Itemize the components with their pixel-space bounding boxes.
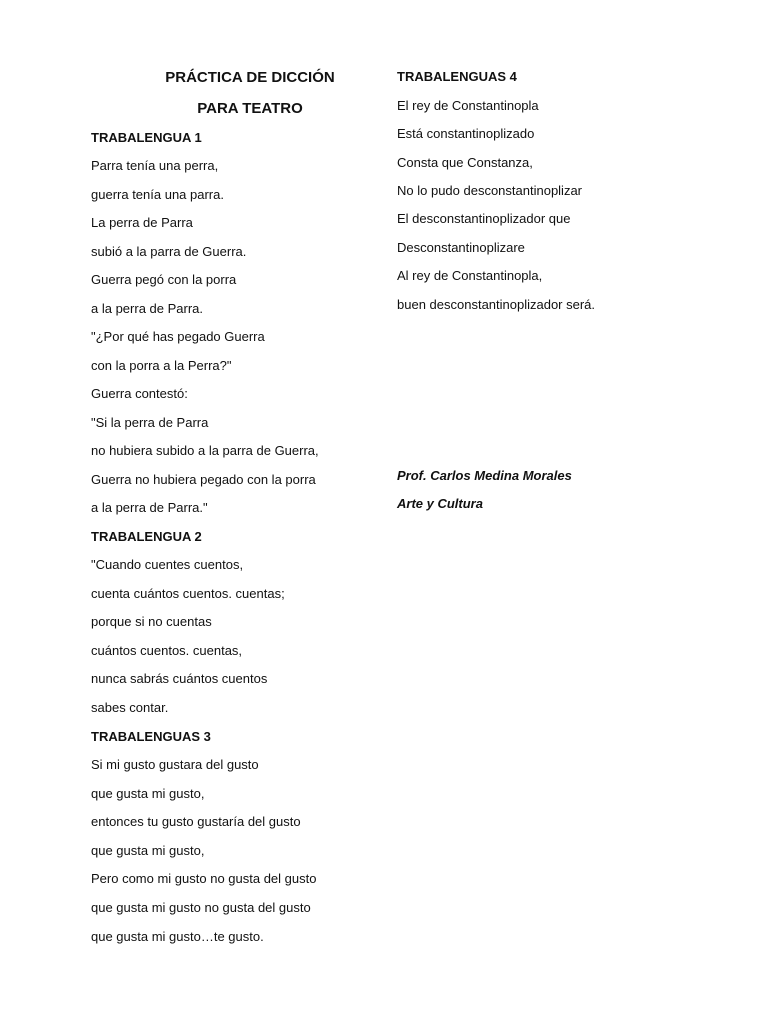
- verse-line: Si mi gusto gustara del gusto: [91, 757, 259, 772]
- verse-line: La perra de Parra: [91, 215, 193, 230]
- verse-line: sabes contar.: [91, 700, 169, 715]
- section-heading-1: TRABALENGUA 1: [91, 130, 202, 145]
- verse-line: Guerra contestó:: [91, 386, 188, 401]
- section-heading-2: TRABALENGUA 2: [91, 529, 202, 544]
- verse-line: El desconstantinoplizador que: [397, 211, 571, 226]
- verse-line: cuenta cuántos cuentos. cuentas;: [91, 586, 285, 601]
- verse-line: guerra tenía una parra.: [91, 187, 224, 202]
- verse-line: Pero como mi gusto no gusta del gusto: [91, 871, 317, 886]
- page-subtitle: PARA TEATRO: [197, 100, 303, 117]
- verse-line: El rey de Constantinopla: [397, 98, 539, 113]
- verse-line: que gusta mi gusto,: [91, 843, 205, 858]
- verse-line: Al rey de Constantinopla,: [397, 268, 543, 283]
- verse-line: buen desconstantinoplizador será.: [397, 297, 596, 312]
- verse-line: que gusta mi gusto,: [91, 786, 205, 801]
- verse-line: Parra tenía una perra,: [91, 158, 219, 173]
- verse-line: entonces tu gusto gustaría del gusto: [91, 814, 301, 829]
- page-title: PRÁCTICA DE DICCIÓN: [165, 69, 335, 86]
- author-subject: Arte y Cultura: [397, 496, 483, 511]
- verse-line: cuántos cuentos. cuentas,: [91, 643, 243, 658]
- verse-line: "Si la perra de Parra: [91, 415, 209, 430]
- verse-line: Consta que Constanza,: [397, 155, 533, 170]
- verse-line: Guerra pegó con la porra: [91, 272, 237, 287]
- verse-line: porque si no cuentas: [91, 614, 212, 629]
- section-heading-4: TRABALENGUAS 4: [397, 69, 517, 84]
- verse-line: Está constantinoplizado: [397, 126, 535, 141]
- verse-line: a la perra de Parra.": [91, 500, 208, 515]
- verse-line: que gusta mi gusto no gusta del gusto: [91, 900, 311, 915]
- verse-line: no hubiera subido a la parra de Guerra,: [91, 443, 319, 458]
- author-name: Prof. Carlos Medina Morales: [397, 468, 572, 483]
- verse-line: subió a la parra de Guerra.: [91, 244, 247, 259]
- verse-line: No lo pudo desconstantinoplizar: [397, 183, 583, 198]
- verse-line: "¿Por qué has pegado Guerra: [91, 329, 265, 344]
- verse-line: con la porra a la Perra?": [91, 358, 232, 373]
- verse-line: Guerra no hubiera pegado con la porra: [91, 472, 316, 487]
- verse-line: a la perra de Parra.: [91, 301, 204, 316]
- verse-line: Desconstantinoplizare: [397, 240, 525, 255]
- verse-line: que gusta mi gusto…te gusto.: [91, 929, 264, 944]
- verse-line: "Cuando cuentes cuentos,: [91, 557, 244, 572]
- verse-line: nunca sabrás cuántos cuentos: [91, 671, 268, 686]
- section-heading-3: TRABALENGUAS 3: [91, 729, 211, 744]
